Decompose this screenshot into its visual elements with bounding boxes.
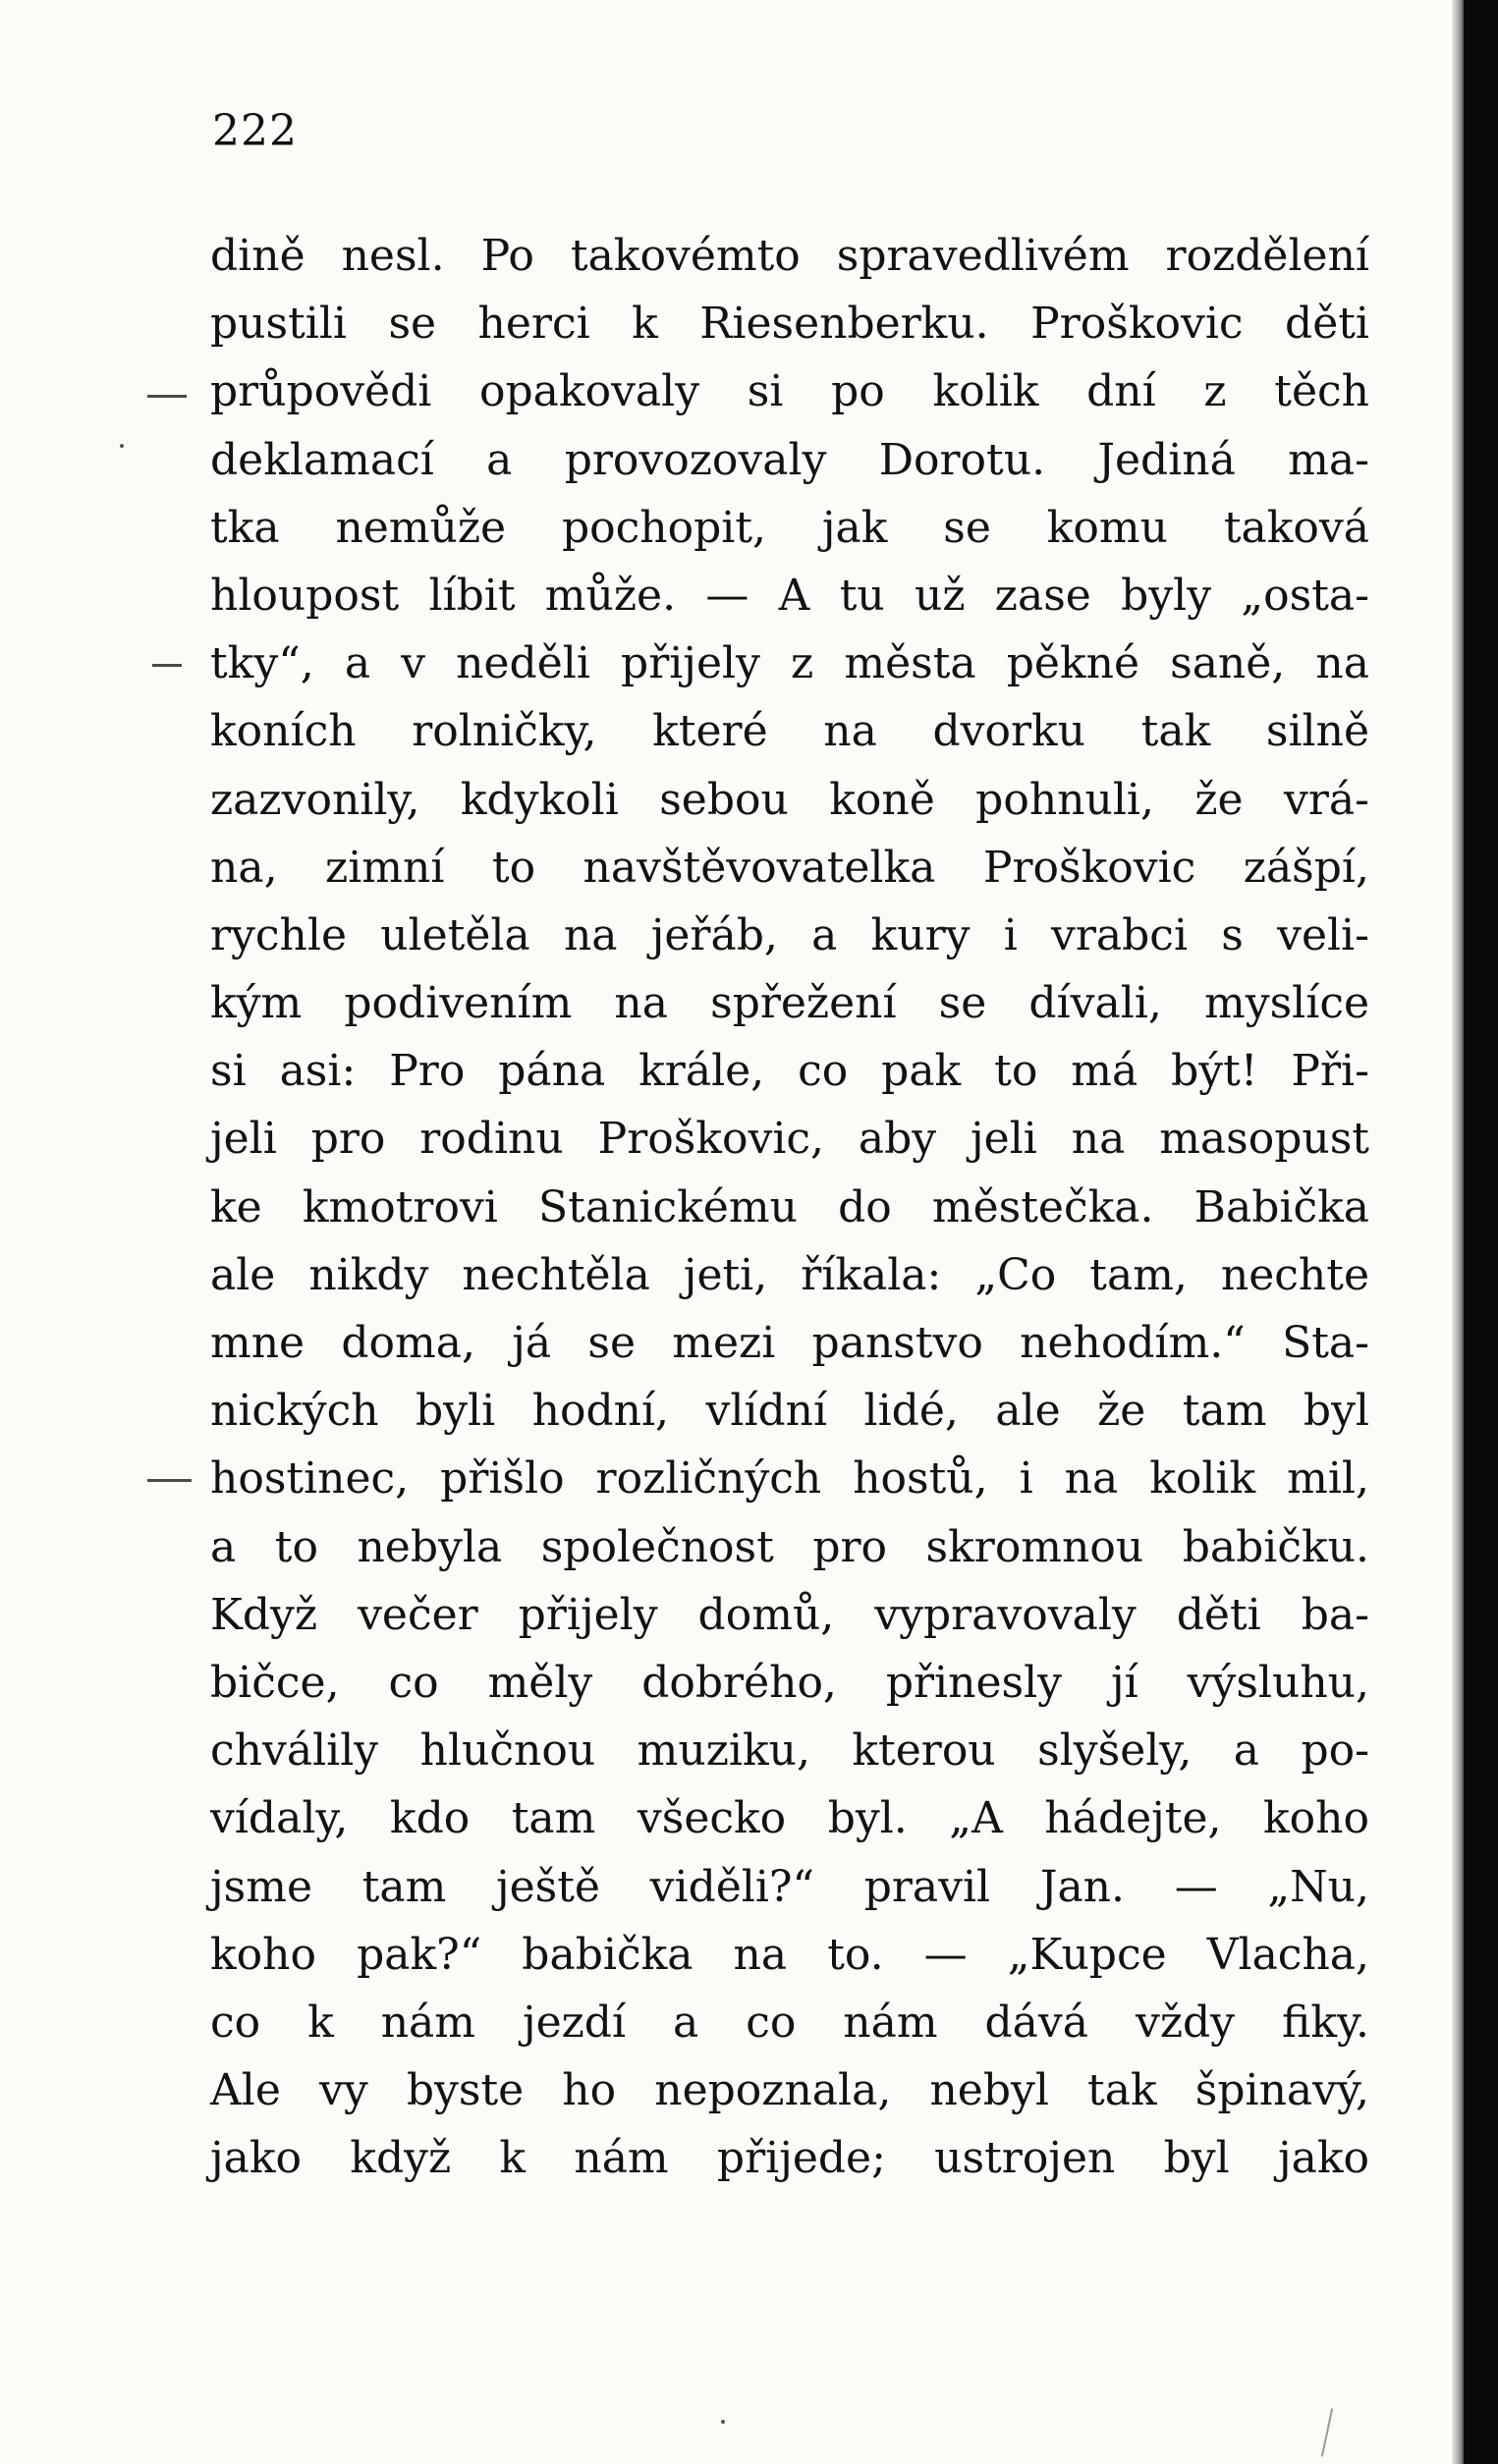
text-line: Ale vy byste ho nepoznala, nebyl tak špinavý, [210,2065,1369,2116]
paper-speck [721,2420,725,2424]
text-line: ke kmotrovi Stanickému do městečka. Babička [210,1181,1369,1232]
text-line: na, zimní to navštěvovatelka Proškovic zášpí, [210,842,1369,893]
text-line: tka nemůže pochopit, jak se komu taková [210,502,1369,553]
text-line: a to nebyla společnost pro skromnou babičku. [210,1521,1369,1572]
text-line: mne doma, já se mezi panstvo nehodím.“ Sta- [210,1318,1369,1368]
text-line: Když večer přijely domů, vypravovaly děti ba- [210,1589,1369,1640]
page-edge [1464,0,1498,2464]
margin-dash [147,1479,192,1482]
text-line: dině nesl. Po takovémto spravedlivém rozdělení [210,231,1369,281]
body-text [210,222,1369,2192]
text-line: zazvonily, kdykoli sebou koně pohnuli, že vrá- [210,774,1369,825]
text-line: koních rolničky, které na dvorku tak silně [210,706,1369,757]
margin-dash [152,664,182,667]
text-line: deklamací a provozovaly Dorotu. Jediná ma- [210,434,1369,485]
text-line: průpovědi opakovaly si po kolik dní z těch [210,366,1369,417]
text-line: co k nám jezdí a co nám dává vždy fiky. [210,1997,1369,2048]
text-line: jako když k nám přijede; ustrojen byl jako [210,2133,1369,2184]
text-line: kým podivením na spřežení se dívali, myslíce [210,978,1369,1029]
text-line: hostinec, přišlo rozličných hostů, i na kolik mil, [210,1453,1369,1505]
margin-dash [147,395,187,398]
page-number: 222 [212,106,298,156]
text-line: si asi: Pro pána krále, co pak to má být! Při- [210,1046,1369,1097]
text-line: koho pak?“ babička na to. — „Kupce Vlacha, [210,1929,1369,1980]
text-line: chválily hlučnou muziku, kterou slyšely, a po- [210,1725,1369,1777]
text-line: jeli pro rodinu Proškovic, aby jeli na masopust [210,1114,1369,1165]
text-line: bičce, co měly dobrého, přinesly jí výsluhu, [210,1657,1369,1708]
text-line: tky“, a v neděli přijely z města pěkné saně, na [210,638,1369,689]
text-line: pustili se herci k Riesenberku. Proškovic děti [210,299,1369,350]
text-line: jsme tam ještě viděli?“ pravil Jan. — „Nu, [210,1861,1369,1912]
text-line: hloupost líbit může. — A tu už zase byly „osta- [210,570,1369,621]
text-line: rychle uletěla na jeřáb, a kury i vrabci s veli- [210,909,1369,960]
text-line: ale nikdy nechtěla jeti, říkala: „Co tam, nechte [210,1249,1369,1300]
text-line: nických byli hodní, vlídní lidé, ale že tam byl [210,1386,1369,1437]
paper-speck [120,444,124,448]
text-line: vídaly, kdo tam všecko byl. „A hádejte, koho [210,1793,1369,1844]
paper-scratch [1321,2408,1333,2456]
